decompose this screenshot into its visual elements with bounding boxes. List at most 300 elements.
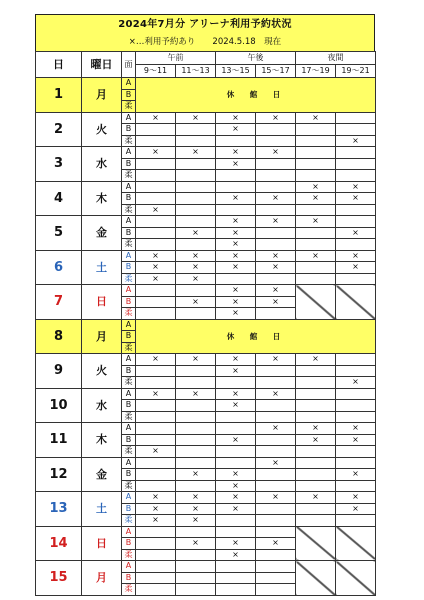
facility-label: A xyxy=(122,285,136,297)
slot-cell xyxy=(136,193,176,205)
slot-cell xyxy=(296,147,336,159)
weekday-label: 水 xyxy=(82,388,122,423)
reservation-table xyxy=(35,51,376,596)
day-number: 10 xyxy=(36,388,82,423)
slot-cell xyxy=(216,572,256,584)
reserved-mark: × xyxy=(312,434,319,444)
weekday-label: 金 xyxy=(82,216,122,251)
slot-cell xyxy=(256,296,296,308)
slot-cell xyxy=(176,515,216,527)
slot-cell xyxy=(296,158,336,170)
slot-cell xyxy=(216,204,256,216)
slot-cell xyxy=(256,181,296,193)
slot-cell xyxy=(216,147,256,159)
facility-label: 柔 xyxy=(122,584,136,596)
slot-cell xyxy=(216,181,256,193)
header-slot: 19～21 xyxy=(336,65,376,78)
reserved-mark: × xyxy=(232,492,239,502)
reserved-mark: × xyxy=(272,423,279,433)
unavailable-slot xyxy=(336,526,376,561)
header-slot: 17～19 xyxy=(296,65,336,78)
day-number: 4 xyxy=(36,181,82,216)
facility-label: 柔 xyxy=(122,446,136,458)
slot-cell xyxy=(336,354,376,366)
reserved-mark: × xyxy=(312,423,319,433)
reserved-mark: × xyxy=(352,434,359,444)
slot-cell xyxy=(176,170,216,182)
slot-cell xyxy=(176,480,216,492)
slot-cell xyxy=(136,423,176,435)
slot-cell xyxy=(336,469,376,481)
slot-cell xyxy=(296,216,336,228)
reserved-mark: × xyxy=(272,388,279,398)
slot-cell xyxy=(136,572,176,584)
slot-cell xyxy=(256,308,296,320)
slot-cell xyxy=(176,216,216,228)
slot-cell xyxy=(256,112,296,124)
slot-cell xyxy=(336,273,376,285)
slot-cell xyxy=(176,354,216,366)
slot-cell xyxy=(256,411,296,423)
slot-cell xyxy=(136,561,176,573)
slot-cell xyxy=(136,469,176,481)
day-number: 2 xyxy=(36,112,82,147)
slot-cell xyxy=(216,526,256,538)
slot-cell xyxy=(216,434,256,446)
slot-cell xyxy=(256,492,296,504)
facility-label: 柔 xyxy=(122,411,136,423)
slot-cell xyxy=(296,262,336,274)
slot-cell xyxy=(296,503,336,515)
slot-cell xyxy=(256,239,296,251)
slot-cell xyxy=(336,135,376,147)
reserved-mark: × xyxy=(152,492,159,502)
facility-label: B xyxy=(122,262,136,274)
day-row xyxy=(36,147,376,159)
slot-cell xyxy=(256,158,296,170)
weekday-label: 土 xyxy=(82,492,122,527)
slot-cell xyxy=(136,147,176,159)
reserved-mark: × xyxy=(312,181,319,191)
slot-cell xyxy=(136,204,176,216)
header-slot: 9～11 xyxy=(136,65,176,78)
slot-cell xyxy=(136,434,176,446)
slot-cell xyxy=(136,273,176,285)
reserved-mark: × xyxy=(352,423,359,433)
slot-cell xyxy=(296,411,336,423)
slot-cell xyxy=(216,354,256,366)
slot-cell xyxy=(336,181,376,193)
slot-cell xyxy=(176,388,216,400)
reserved-mark: × xyxy=(232,158,239,168)
slot-cell xyxy=(176,193,216,205)
reserved-mark: × xyxy=(192,492,199,502)
reserved-mark: × xyxy=(232,538,239,548)
slot-cell xyxy=(216,158,256,170)
facility-label: A xyxy=(122,216,136,228)
slot-cell xyxy=(336,423,376,435)
reserved-mark: × xyxy=(232,227,239,237)
reserved-mark: × xyxy=(232,147,239,157)
facility-label: A xyxy=(122,250,136,262)
facility-label: A xyxy=(122,492,136,504)
facility-label: 柔 xyxy=(122,170,136,182)
header-slot: 15～17 xyxy=(256,65,296,78)
slot-cell xyxy=(336,365,376,377)
slot-cell xyxy=(176,285,216,297)
slot-cell xyxy=(296,170,336,182)
slot-cell xyxy=(176,526,216,538)
slot-cell xyxy=(256,538,296,550)
slot-cell xyxy=(256,434,296,446)
unavailable-slot xyxy=(296,285,336,320)
reserved-mark: × xyxy=(312,216,319,226)
slot-cell xyxy=(336,434,376,446)
slot-cell xyxy=(136,549,176,561)
slot-cell xyxy=(296,273,336,285)
slot-cell xyxy=(296,204,336,216)
slot-cell xyxy=(136,515,176,527)
slot-cell xyxy=(136,354,176,366)
slot-cell xyxy=(216,388,256,400)
slot-cell xyxy=(256,561,296,573)
day-number: 15 xyxy=(36,561,82,596)
slot-cell xyxy=(256,377,296,389)
slot-cell xyxy=(256,227,296,239)
slot-cell xyxy=(256,400,296,412)
day-row xyxy=(36,250,376,262)
slot-cell xyxy=(176,584,216,596)
day-number: 6 xyxy=(36,250,82,285)
slot-cell xyxy=(296,434,336,446)
reserved-mark: × xyxy=(192,388,199,398)
reserved-mark: × xyxy=(192,538,199,548)
slot-cell xyxy=(176,227,216,239)
slot-cell xyxy=(296,423,336,435)
weekday-label: 日 xyxy=(82,526,122,561)
slot-cell xyxy=(256,273,296,285)
slot-cell xyxy=(256,423,296,435)
slot-cell xyxy=(336,227,376,239)
facility-label: 柔 xyxy=(122,135,136,147)
weekday-label: 月 xyxy=(82,561,122,596)
slot-cell xyxy=(136,285,176,297)
slot-cell xyxy=(176,457,216,469)
reserved-mark: × xyxy=(152,112,159,122)
slot-cell xyxy=(216,124,256,136)
slot-cell xyxy=(176,181,216,193)
slot-cell xyxy=(136,227,176,239)
slot-cell xyxy=(136,112,176,124)
slot-cell xyxy=(216,365,256,377)
weekday-label: 火 xyxy=(82,354,122,389)
reserved-mark: × xyxy=(312,193,319,203)
reserved-mark: × xyxy=(192,469,199,479)
slot-cell xyxy=(216,561,256,573)
slot-cell xyxy=(216,377,256,389)
legend-note: ×…利用予約あり 2024.5.18 現在 xyxy=(128,37,282,47)
slot-cell xyxy=(256,250,296,262)
slot-cell xyxy=(136,388,176,400)
slot-cell xyxy=(336,112,376,124)
reserved-mark: × xyxy=(232,480,239,490)
slot-cell xyxy=(216,503,256,515)
slot-cell xyxy=(176,423,216,435)
slot-cell xyxy=(136,480,176,492)
slot-cell xyxy=(256,446,296,458)
day-row xyxy=(36,112,376,124)
slot-cell xyxy=(336,250,376,262)
slot-cell xyxy=(336,400,376,412)
reserved-mark: × xyxy=(232,239,239,249)
slot-cell xyxy=(336,411,376,423)
day-number: 8 xyxy=(36,319,82,354)
facility-label: 柔 xyxy=(122,377,136,389)
facility-label: B xyxy=(122,227,136,239)
slot-cell xyxy=(176,492,216,504)
slot-cell xyxy=(176,469,216,481)
facility-label: A xyxy=(122,561,136,573)
reserved-mark: × xyxy=(192,112,199,122)
facility-label: A xyxy=(122,423,136,435)
slot-cell xyxy=(336,480,376,492)
slot-cell xyxy=(216,262,256,274)
slot-cell xyxy=(216,193,256,205)
weekday-label: 火 xyxy=(82,112,122,147)
slot-cell xyxy=(176,549,216,561)
reserved-mark: × xyxy=(232,434,239,444)
facility-label: A xyxy=(122,78,136,90)
reserved-mark: × xyxy=(152,273,159,283)
day-number: 11 xyxy=(36,423,82,458)
slot-cell xyxy=(216,538,256,550)
reserved-mark: × xyxy=(352,193,359,203)
reserved-mark: × xyxy=(272,250,279,260)
reserved-mark: × xyxy=(352,377,359,387)
facility-label: B xyxy=(122,572,136,584)
weekday-label: 月 xyxy=(82,78,122,113)
slot-cell xyxy=(336,216,376,228)
header-afternoon: 午後 xyxy=(216,52,296,65)
slot-cell xyxy=(296,446,336,458)
day-row xyxy=(36,285,376,297)
slot-cell xyxy=(216,469,256,481)
slot-cell xyxy=(136,170,176,182)
reserved-mark: × xyxy=(232,216,239,226)
weekday-label: 木 xyxy=(82,181,122,216)
slot-cell xyxy=(256,457,296,469)
slot-cell xyxy=(256,526,296,538)
day-number: 14 xyxy=(36,526,82,561)
slot-cell xyxy=(216,239,256,251)
slot-cell xyxy=(136,239,176,251)
weekday-label: 金 xyxy=(82,457,122,492)
slot-cell xyxy=(296,354,336,366)
slot-cell xyxy=(136,538,176,550)
reserved-mark: × xyxy=(352,250,359,260)
facility-label: A xyxy=(122,112,136,124)
slot-cell xyxy=(256,216,296,228)
slot-cell xyxy=(216,250,256,262)
slot-cell xyxy=(136,457,176,469)
reserved-mark: × xyxy=(352,262,359,272)
reserved-mark: × xyxy=(192,503,199,513)
facility-label: B xyxy=(122,296,136,308)
slot-cell xyxy=(176,400,216,412)
unavailable-slot xyxy=(336,285,376,320)
slot-cell xyxy=(296,388,336,400)
slot-cell xyxy=(256,147,296,159)
slot-cell xyxy=(296,250,336,262)
facility-label: 柔 xyxy=(122,342,136,354)
slot-cell xyxy=(216,446,256,458)
reserved-mark: × xyxy=(152,147,159,157)
reserved-mark: × xyxy=(232,549,239,559)
slot-cell xyxy=(136,262,176,274)
slot-cell xyxy=(296,457,336,469)
reserved-mark: × xyxy=(232,124,239,134)
day-row xyxy=(36,423,376,435)
slot-cell xyxy=(176,296,216,308)
reserved-mark: × xyxy=(312,250,319,260)
reserved-mark: × xyxy=(272,262,279,272)
slot-cell xyxy=(176,434,216,446)
header-facility: 面 xyxy=(122,52,136,78)
facility-label: A xyxy=(122,181,136,193)
reserved-mark: × xyxy=(192,250,199,260)
reserved-mark: × xyxy=(152,503,159,513)
reserved-mark: × xyxy=(272,193,279,203)
reserved-mark: × xyxy=(272,492,279,502)
slot-cell xyxy=(216,135,256,147)
unavailable-slot xyxy=(336,561,376,596)
slot-cell xyxy=(296,480,336,492)
slot-cell xyxy=(136,308,176,320)
reserved-mark: × xyxy=(352,135,359,145)
facility-label: 柔 xyxy=(122,480,136,492)
facility-label: A xyxy=(122,457,136,469)
day-row xyxy=(36,492,376,504)
slot-cell xyxy=(136,377,176,389)
facility-label: B xyxy=(122,469,136,481)
reserved-mark: × xyxy=(152,204,159,214)
slot-cell xyxy=(296,377,336,389)
page-title: 2024年7月分 アリーナ利用予約状況 xyxy=(118,19,292,30)
slot-cell xyxy=(336,170,376,182)
slot-cell xyxy=(336,193,376,205)
weekday-label: 水 xyxy=(82,147,122,182)
reserved-mark: × xyxy=(192,227,199,237)
slot-cell xyxy=(176,262,216,274)
slot-cell xyxy=(216,400,256,412)
slot-cell xyxy=(176,135,216,147)
slot-cell xyxy=(296,193,336,205)
header-slot: 11～13 xyxy=(176,65,216,78)
slot-cell xyxy=(216,308,256,320)
facility-label: A xyxy=(122,526,136,538)
slot-cell xyxy=(136,400,176,412)
slot-cell xyxy=(256,503,296,515)
slot-cell xyxy=(296,112,336,124)
slot-cell xyxy=(256,285,296,297)
reserved-mark: × xyxy=(232,193,239,203)
reserved-mark: × xyxy=(232,354,239,364)
day-number: 13 xyxy=(36,492,82,527)
slot-cell xyxy=(136,181,176,193)
slot-cell xyxy=(176,250,216,262)
slot-cell xyxy=(136,250,176,262)
slot-cell xyxy=(336,147,376,159)
slot-cell xyxy=(296,365,336,377)
day-number: 12 xyxy=(36,457,82,492)
slot-cell xyxy=(296,124,336,136)
slot-cell xyxy=(336,262,376,274)
facility-label: B xyxy=(122,331,136,343)
title-box xyxy=(35,14,375,51)
facility-label: 柔 xyxy=(122,308,136,320)
slot-cell xyxy=(136,135,176,147)
slot-cell xyxy=(216,492,256,504)
facility-label: B xyxy=(122,124,136,136)
slot-cell xyxy=(136,365,176,377)
day-row xyxy=(36,78,376,90)
slot-cell xyxy=(136,216,176,228)
slot-cell xyxy=(216,423,256,435)
facility-label: A xyxy=(122,388,136,400)
facility-label: 柔 xyxy=(122,239,136,251)
slot-cell xyxy=(216,480,256,492)
reserved-mark: × xyxy=(352,227,359,237)
slot-cell xyxy=(336,503,376,515)
slot-cell xyxy=(176,239,216,251)
slot-cell xyxy=(176,158,216,170)
slot-cell xyxy=(216,515,256,527)
slot-cell xyxy=(296,469,336,481)
slot-cell xyxy=(296,181,336,193)
slot-cell xyxy=(136,503,176,515)
slot-cell xyxy=(176,124,216,136)
facility-label: 柔 xyxy=(122,273,136,285)
reserved-mark: × xyxy=(352,469,359,479)
slot-cell xyxy=(256,584,296,596)
header-morning: 午前 xyxy=(136,52,216,65)
slot-cell xyxy=(216,411,256,423)
slot-cell xyxy=(256,365,296,377)
slot-cell xyxy=(296,227,336,239)
reserved-mark: × xyxy=(192,515,199,525)
weekday-label: 木 xyxy=(82,423,122,458)
slot-cell xyxy=(336,388,376,400)
slot-cell xyxy=(256,204,296,216)
slot-cell xyxy=(176,503,216,515)
facility-label: B xyxy=(122,365,136,377)
reserved-mark: × xyxy=(152,515,159,525)
day-number: 1 xyxy=(36,78,82,113)
slot-cell xyxy=(336,204,376,216)
reserved-mark: × xyxy=(192,262,199,272)
reserved-mark: × xyxy=(272,112,279,122)
reserved-mark: × xyxy=(272,296,279,306)
unavailable-slot xyxy=(296,526,336,561)
slot-cell xyxy=(216,112,256,124)
slot-cell xyxy=(176,112,216,124)
reserved-mark: × xyxy=(312,354,319,364)
slot-cell xyxy=(336,515,376,527)
facility-label: 柔 xyxy=(122,101,136,113)
reserved-mark: × xyxy=(192,296,199,306)
slot-cell xyxy=(256,388,296,400)
slot-cell xyxy=(296,135,336,147)
